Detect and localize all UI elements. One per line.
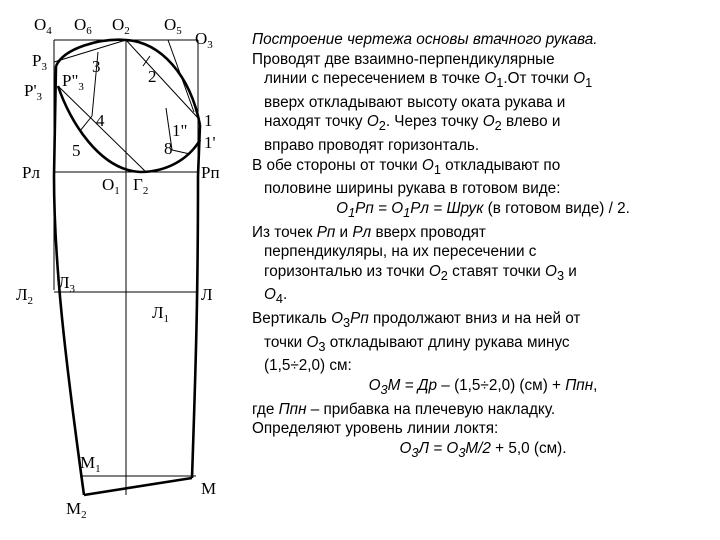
label-g2: $Г_2$ xyxy=(133,175,149,197)
page-title: Построение чертежа основы втачного рукава. xyxy=(252,31,598,48)
label-3: 3 xyxy=(92,57,101,76)
back-seam xyxy=(192,125,200,478)
bisector-3 xyxy=(80,116,92,131)
label-rp: Рп xyxy=(201,163,220,182)
label-l: Л xyxy=(201,285,213,304)
paragraph-5: где Ппн – прибавка на плечевую накладку. xyxy=(252,400,556,418)
label-l1: $Л_1$ xyxy=(152,303,170,325)
paragraph-4: Вертикаль $О_3Рп$ продолжают вниз и на ней от точки $О_3$ откладывают длину рукава минус (1,5÷2,0) см: xyxy=(252,310,581,375)
cap-chord-top xyxy=(126,40,198,118)
label-o6: $О_6$ xyxy=(74,15,92,37)
label-o5: $О_5$ xyxy=(164,15,182,37)
label-l3: $Л_3$ xyxy=(58,273,76,295)
sleeve-draft-diagram xyxy=(0,0,250,540)
formula-elbow-level: $О_3Л = О_3М/2 + 5,0$ (см). xyxy=(399,439,567,460)
formula-sleeve-width: $О_1Рп = О_1Рл$ = Шрук (в готовом виде) / 2. xyxy=(336,199,630,220)
label-1: 1 xyxy=(204,111,213,130)
label-5: 5 xyxy=(72,141,81,160)
label-m: М xyxy=(201,479,217,498)
label-p3-double-prime: $Р"_3$ xyxy=(62,71,84,93)
sleeve-outline xyxy=(54,40,200,495)
label-o4: $О_4$ xyxy=(34,15,52,37)
label-2: 2 xyxy=(148,67,157,86)
label-1-double-prime: 1" xyxy=(172,121,188,140)
label-m2: $М_2$ xyxy=(66,499,87,521)
formula-sleeve-length: $О_3М$ = Др – (1,5÷2,0) (см) + Ппн, xyxy=(368,376,598,397)
paragraph-3: Из точек Рп и Рл вверх проводят перпендикуляры, на их пересечении с горизонталью из точки $О_2$ ставят точки $О_3$ и $О_4$. xyxy=(252,223,577,307)
label-rl: Рл xyxy=(22,163,40,182)
instructions-text xyxy=(252,30,714,462)
label-1-prime: 1' xyxy=(204,133,216,152)
label-p3-prime: $Р'_3$ xyxy=(24,81,43,103)
paragraph-6: Определяют уровень линии локтя: xyxy=(252,420,499,438)
label-o3: $О_3$ xyxy=(195,29,213,51)
label-o1: $О_1$ xyxy=(102,175,120,197)
hem-line xyxy=(84,478,192,495)
label-m1: $М_1$ xyxy=(80,453,101,475)
label-p3: $Р_3$ xyxy=(32,51,47,73)
bisector-4 xyxy=(172,150,190,154)
label-o2: $О_2$ xyxy=(112,15,130,37)
label-4: 4 xyxy=(96,111,105,130)
paragraph-1: Проводят две взаимно-перпендикулярные линии с пересечением в точке $О_1.От$ точки $О_1$ вверх откладывают высоту оката рукава и находят точку $О_2$. Через точку $О_2$ влево и вправо проводят горизонталь. xyxy=(252,50,593,155)
paragraph-2: В обе стороны от точки $О_1$ откладывают по половине ширины рукава в готовом виде: xyxy=(252,156,561,198)
label-8: 8 xyxy=(164,139,173,158)
label-l2: $Л_2$ xyxy=(16,285,34,307)
